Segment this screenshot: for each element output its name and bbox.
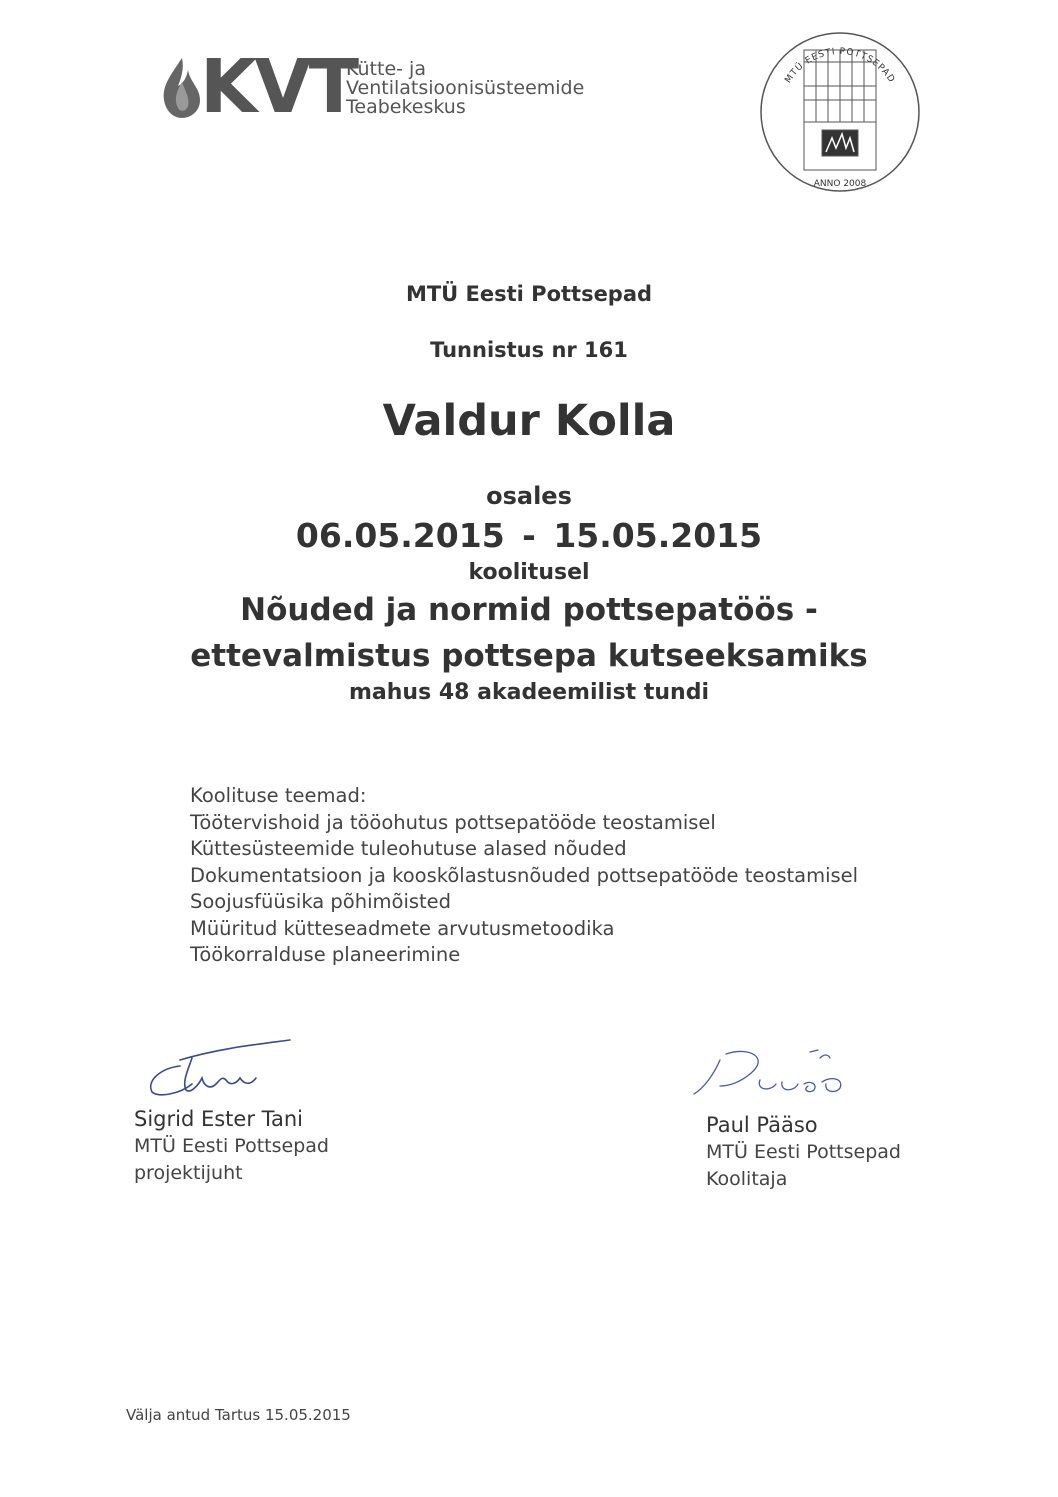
course-title-line-2: ettevalmistus pottsepa kutseeksamiks: [190, 638, 868, 674]
list-item: Müüritud kütteseadmete arvutusmetoodika: [190, 916, 615, 940]
signatory-left: [134, 1106, 329, 1187]
signatory-right: [706, 1112, 901, 1193]
flame-icon: [160, 56, 204, 120]
kvt-tagline-line: Teabekeskus: [346, 96, 466, 118]
certificate-number: Tunnistus nr 161: [430, 338, 628, 362]
training-label: koolitusel: [468, 560, 590, 585]
stove-drawing: [804, 50, 876, 170]
list-item: Dokumentatsioon ja kooskõlastusnõuded pottsepatööde teostamisel: [190, 863, 859, 887]
topics-list: [190, 783, 858, 969]
kvt-tagline-line: Kütte- ja: [346, 58, 426, 80]
signatory-organization: MTÜ Eesti Pottsepad: [134, 1135, 329, 1157]
list-item: Küttesüsteemide tuleohutuse alased nõuded: [190, 837, 627, 860]
training-dates: [0, 516, 1058, 555]
list-item: Soojusfüüsika põhimõisted: [190, 890, 452, 913]
list-item: Töötervishoid ja tööohutus pottsepatööde teostamisel: [190, 810, 716, 834]
seal-bottom-text: ANNO 2008: [813, 179, 867, 189]
signatory-role: projektijuht: [134, 1162, 243, 1184]
list-item: Töökorralduse planeerimine: [190, 943, 461, 966]
signature-left: [140, 1030, 310, 1100]
signatory-role: Koolitaja: [706, 1168, 788, 1190]
issued-place-date: Välja antud Tartus 15.05.2015: [126, 1406, 351, 1424]
date-from: 06.05.2015 -: [295, 516, 536, 555]
course-volume: mahus 48 akadeemilist tundi: [349, 680, 709, 705]
signatory-name: Paul Pääso: [706, 1113, 818, 1137]
kvt-logo: [160, 44, 600, 132]
date-to: 15.05.2015: [553, 516, 763, 555]
signatory-name: Sigrid Ester Tani: [134, 1107, 304, 1131]
organization-name: MTÜ Eesti Pottsepad: [405, 282, 653, 306]
signature-right: [690, 1040, 890, 1100]
course-title-line-1: Nõuded ja normid pottsepatöös -: [240, 592, 818, 628]
kvt-tagline: [346, 60, 584, 117]
kvt-tagline-line: Ventilatsioonisüsteemide: [346, 77, 585, 99]
kvt-logo-letters: KVT: [200, 44, 357, 130]
topics-heading: Koolituse teemad:: [190, 784, 367, 807]
participated-label: osales: [486, 482, 572, 510]
seal-top-text: MTÜ EESTI POTTSEPAD: [783, 46, 897, 86]
signatory-organization: MTÜ Eesti Pottsepad: [706, 1141, 901, 1163]
organization-seal: [758, 30, 922, 194]
recipient-name: Valdur Kolla: [382, 396, 676, 446]
